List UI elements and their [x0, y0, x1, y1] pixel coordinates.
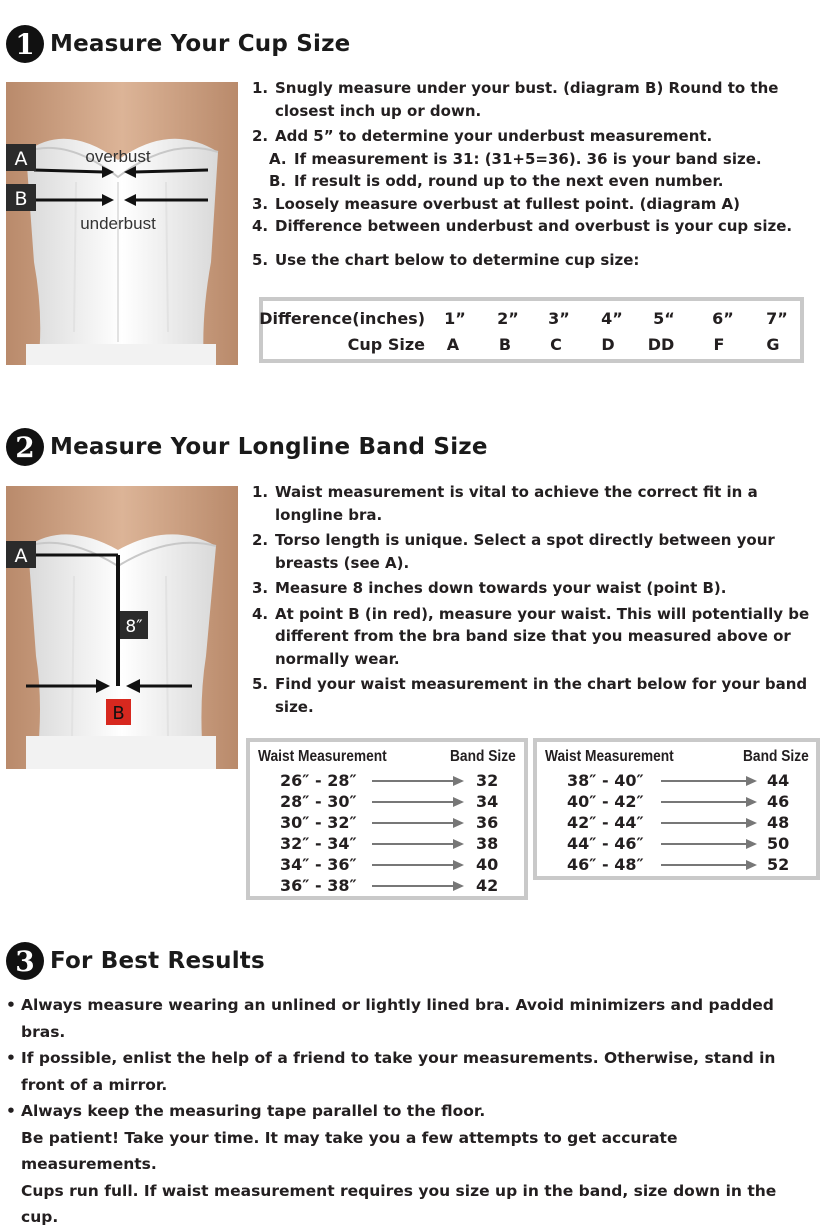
- difference-cell: 5“: [653, 309, 675, 328]
- step-item: 1. Waist measurement is vital to achieve the correct fit in a longline bra.: [252, 483, 758, 524]
- arrow-icon: [372, 885, 462, 887]
- step-item: 1. Snugly measure under your bust. (diagram B) Round to the closest inch up or down.: [252, 79, 779, 120]
- overbust-label: overbust: [85, 147, 151, 166]
- band-row: 36″ - 38″ 42: [280, 876, 499, 895]
- difference-cell: 7”: [766, 309, 788, 328]
- underbust-label: underbust: [80, 214, 156, 233]
- arrow-icon: [372, 843, 462, 845]
- cup-row: [263, 335, 800, 357]
- waist-measurement-header: Waist Measurement: [258, 748, 387, 765]
- band-row: 28″ - 30″ 34: [280, 792, 499, 811]
- cup-cell: A: [446, 335, 460, 354]
- tip-item: • Always measure wearing an unlined or lightly lined bra. Avoid minimizers and padded bras.: [6, 996, 774, 1041]
- step-text: Find your waist measurement in the chart below for your band size.: [275, 675, 808, 716]
- section-3-header: [6, 942, 265, 980]
- band-size-header: Band Size: [743, 748, 809, 765]
- tip-text: Always keep the measuring tape parallel to the floor.: [21, 1102, 486, 1120]
- waist-measurement-header: Waist Measurement: [545, 748, 674, 765]
- cup-cell: C: [550, 335, 562, 354]
- step-text: At point B (in red), measure your waist. This will potentially be different from the bra band size that you measured above or normally wear.: [275, 604, 810, 668]
- cup-cell: B: [498, 335, 512, 354]
- step-text: Add 5” to determine your underbust measurement.: [275, 127, 713, 145]
- tip-item: • Always keep the measuring tape parallel to the floor.: [6, 1102, 486, 1120]
- tip-text: Always measure wearing an unlined or lightly lined bra. Avoid minimizers and padded bras.: [21, 996, 774, 1041]
- difference-cell: 2”: [497, 309, 519, 328]
- step-text: Loosely measure overbust at fullest point. (diagram A): [275, 194, 741, 213]
- cup-size-steps: [252, 77, 817, 271]
- tip-item: [6, 1125, 816, 1178]
- arrow-icon: [372, 864, 462, 866]
- diagram-label-b: B: [112, 703, 125, 724]
- band-size-header: Band Size: [450, 748, 516, 765]
- section-title: Measure Your Cup Size: [50, 31, 351, 57]
- difference-label: Difference(inches): [259, 309, 425, 328]
- step-text: Difference between underbust and overbust is your cup size.: [275, 217, 793, 235]
- step-item: 2. Add 5” to determine your underbust measurement.: [252, 127, 713, 145]
- cup-cell: G: [766, 335, 780, 354]
- band-row: 32″ - 34″ 38: [280, 834, 499, 853]
- arrow-icon: [661, 864, 755, 866]
- cup-cell: F: [713, 335, 725, 354]
- cup-size-diagram-photo: [6, 82, 238, 365]
- diagram-label-b: B: [14, 188, 28, 210]
- arrow-icon: [372, 822, 462, 824]
- arrow-icon: [661, 801, 755, 803]
- band-size-diagram-photo: [6, 486, 238, 769]
- tip-item: • If possible, enlist the help of a friend to take your measurements. Otherwise, stand in front of a mirror.: [6, 1049, 776, 1094]
- section-title: Measure Your Longline Band Size: [50, 434, 488, 460]
- arrow-icon: [661, 843, 755, 845]
- section-1-header: [6, 25, 350, 63]
- step-text: Use the chart below to determine cup size:: [275, 250, 640, 269]
- cup-size-label: Cup Size: [347, 335, 425, 354]
- difference-cell: 1”: [444, 309, 466, 328]
- difference-row: [259, 309, 800, 331]
- step-text: Waist measurement is vital to achieve the correct fit in a longline bra.: [275, 483, 758, 524]
- arrow-icon: [661, 780, 755, 782]
- step-text: Snugly measure under your bust. (diagram B) Round to the closest inch up or down.: [275, 79, 779, 120]
- step-text: If measurement is 31: (31+5=36). 36 is your band size.: [294, 149, 762, 168]
- band-row: 34″ - 36″ 40: [280, 855, 499, 874]
- tip-item: [6, 1178, 816, 1231]
- band-size-chart-left: [246, 738, 528, 900]
- difference-cell: 4”: [601, 309, 623, 328]
- band-row: 38″ - 40″ 44: [567, 771, 790, 790]
- difference-cell: 3”: [548, 309, 570, 328]
- step-item: 5. Use the chart below to determine cup size:: [252, 250, 640, 269]
- band-row: 44″ - 46″ 50: [567, 834, 790, 853]
- step-item: 2. Torso length is unique. Select a spot directly between your breasts (see A).: [252, 531, 775, 572]
- tip-text: Be patient! Take your time. It may take you a few attempts to get accurate measurements.: [21, 1128, 678, 1173]
- substep-item: B. If result is odd, round up to the next even number.: [269, 172, 724, 190]
- best-results-tips: [6, 992, 816, 1231]
- section-title: For Best Results: [50, 948, 265, 974]
- step-item: 4. At point B (in red), measure your waist. This will potentially be different from the bra band size that you measured above or normally wear.: [252, 604, 810, 668]
- step-item: 3. Loosely measure overbust at fullest point. (diagram A): [252, 194, 741, 213]
- cup-size-chart: [259, 297, 804, 363]
- section-number-badge: 3: [6, 942, 44, 980]
- substep-item: A. If measurement is 31: (31+5=36). 36 is your band size.: [269, 149, 762, 168]
- step-item: 4. Difference between underbust and overbust is your cup size.: [252, 217, 793, 235]
- step-text: Measure 8 inches down towards your waist (point B).: [275, 579, 727, 597]
- diagram-label-a: A: [14, 545, 28, 567]
- difference-cell: 6”: [712, 309, 734, 328]
- section-2-header: [6, 428, 488, 466]
- step-item: 3. Measure 8 inches down towards your waist (point B).: [252, 579, 727, 597]
- band-row: 46″ - 48″ 52: [567, 855, 790, 874]
- section-number-badge: 1: [6, 25, 44, 63]
- band-size-steps: [252, 481, 817, 718]
- cup-cell: D: [601, 335, 615, 354]
- tip-text: Cups run full. If waist measurement requires you size up in the band, size down in the cup.: [21, 1181, 777, 1226]
- band-row: 26″ - 28″ 32: [280, 771, 499, 790]
- diagram-length-label: 8″: [125, 617, 143, 637]
- step-text: If result is odd, round up to the next even number.: [294, 172, 724, 190]
- step-item: 5. Find your waist measurement in the chart below for your band size.: [252, 675, 808, 716]
- band-row: 40″ - 42″ 46: [567, 792, 790, 811]
- step-text: Torso length is unique. Select a spot directly between your breasts (see A).: [275, 531, 775, 572]
- band-row: 30″ - 32″ 36: [280, 813, 499, 832]
- band-size-chart-right: [533, 738, 820, 880]
- arrow-icon: [372, 801, 462, 803]
- cup-cell: DD: [647, 335, 675, 354]
- arrow-icon: [661, 822, 755, 824]
- section-number-badge: 2: [6, 428, 44, 466]
- tip-text: If possible, enlist the help of a friend to take your measurements. Otherwise, stand in front of a mirror.: [21, 1049, 776, 1094]
- arrow-icon: [372, 780, 462, 782]
- band-row: 42″ - 44″ 48: [567, 813, 790, 832]
- diagram-label-a: A: [14, 148, 28, 170]
